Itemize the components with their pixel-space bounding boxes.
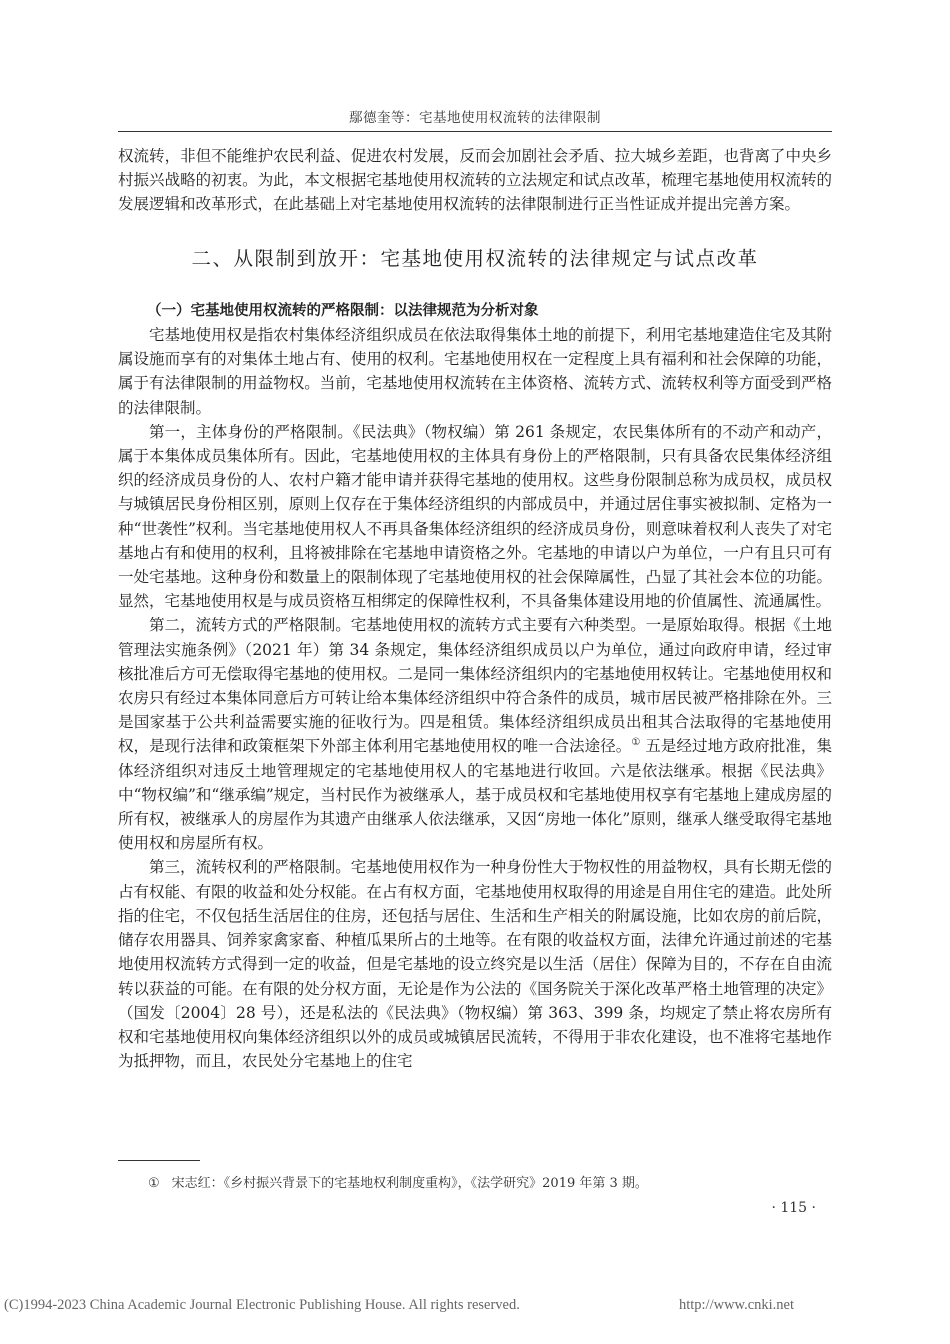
footnote-reference[interactable]: ①: [631, 737, 641, 749]
section-heading: 二、从限制到放开：宅基地使用权流转的法律规定与试点改革: [191, 246, 759, 270]
cnki-url: http://www.cnki.net: [678, 1297, 794, 1313]
paragraph-right-restriction: 第三，流转权利的严格限制。宅基地使用权作为一种身份性大于物权性的用益物权，具有长期无偿的占有权能、有限的收益和处分权能。在占有权方面，宅基地使用权取得的用途是自用住宅的建造。此处所指的住宅，不仅包括生活居住的住房，还包括与居住、生活和生产相关的附属设施，比如农房的前后院，储存农用器具、饲养家禽家畜、种植瓜果所占的土地等。在有限的收益权方面，法律允许通过前述的宅基地使用权流转方式得到一定的收益，但是宅基地的设立终究是以生活（居住）保障为目的，不存在自由流转以获益的可能。在有限的处分权方面，无论是作为公法的《国务院关于深化改革严格土地管理的决定》（国发〔2004〕28 号），还是私法的《民法典》（物权编）第 363、399 条，均规定了禁止将农房所有权和宅基地使用权向集体经济组织以外的成员或城镇居民流转，不得用于非农化建设，也不准将宅基地作为抵押物，而且，农民处分宅基地上的住宅: [118, 858, 832, 1071]
paragraph-subject-restriction: 第一，主体身份的严格限制。《民法典》（物权编）第 261 条规定，农民集体所有的不动产和动产，属于本集体成员集体所有。因此，宅基地使用权的主体具有身份上的严格限制，只有具备农民集体经济组织的经济成员身份的人、农村户籍才能申请并获得宅基地的使用权。这些身份限制总称为成员权，成员权与城镇居民身份相区别，原则上仅存在于集体经济组织的内部成员中，并通过居住事实被拟制、定格为一种“世袭性”权利。当宅基地使用权人不再具备集体经济组织的经济成员身份，则意味着权利人丧失了对宅基地占有和使用的权利，且将被排除在宅基地申请资格之外。宅基地的申请以户为单位，一户有且只可有一处宅基地。这种身份和数量上的限制体现了宅基地使用权的社会保障属性，凸显了其社会本位的功能。显然，宅基地使用权是与成员资格互相绑定的保障性权利，不具备集体建设用地的价值属性、流通属性。: [118, 422, 832, 611]
paragraph-definition: 宅基地使用权是指农村集体经济组织成员在依法取得集体土地的前提下，利用宅基地建造住宅及其附属设施而享有的对集体土地占有、使用的权利。宅基地使用权在一定程度上具有福利和社会保障的功能，属于有法律限制的用益物权。当前，宅基地使用权流转在主体资格、流转方式、流转权利等方面受到严格的法律限制。: [118, 326, 832, 417]
paragraph-text: 第二，流转方式的严格限制。宅基地使用权的流转方式主要有六种类型。一是原始取得。根据《土地管理法实施条例》（2021 年）第 34 条规定，集体经济组织成员以户为单位，通过向政府申请，经过审核批准后方可无偿取得宅基地的使用权。二是同一集体经济组织内的宅基地使用权转让。宅基地使用权和农房只有经过本集体同意后方可转让给本集体经济组织中符合条件的成员，城市居民被严格排除在外。三是国家基于公共利益需要实施的征收行为。四是租赁。集体经济组织成员出租其合法取得的宅基地使用权，是现行法律和政策框架下外部主体利用宅基地使用权的唯一合法途径。: [118, 616, 832, 756]
intro-paragraph: 权流转，非但不能维护农民利益、促进农村发展，反而会加剧社会矛盾、拉大城乡差距，也背离了中央乡村振兴战略的初衷。为此，本文根据宅基地使用权流转的立法规定和试点改革，梳理宅基地使用权流转的发展逻辑和改革形式，在此基础上对宅基地使用权流转的法律限制进行正当性证成并提出完善方案。: [118, 147, 832, 214]
footnote-text: 宋志红：《乡村振兴背景下的宅基地权利制度重构》，《法学研究》2019 年第 3 期。: [171, 1176, 648, 1191]
footnote-rule: [118, 1160, 200, 1161]
page-number: · 115 ·: [771, 1200, 816, 1216]
article-body: [118, 144, 832, 1073]
copyright-text: (C)1994-2023 China Academic Journal Electronic Publishing House. All rights reserved.: [4, 1297, 520, 1313]
copyright-footer: [4, 1297, 794, 1314]
footnote-mark: ①: [148, 1176, 160, 1191]
subsection-heading: （一）宅基地使用权流转的严格限制：以法律规范为分析对象: [147, 302, 539, 319]
paragraph-text: 五是经过地方政府批准，集体经济组织对违反土地管理规定的宅基地使用权人的宅基地进行收回。六是依法继承。根据《民法典》中“物权编”和“继承编”规定，当村民作为被继承人，基于成员权和宅基地使用权享有宅基地上建成房屋的所有权，被继承人的房屋作为其遗产由继承人依法继承，又因“房地一体化”原则，继承人继受取得宅基地使用权和房屋所有权。: [118, 737, 832, 853]
header-rule: [118, 131, 832, 132]
paragraph-transfer-method-restriction: [118, 613, 832, 855]
running-header: 鄢德奎等：宅基地使用权流转的法律限制: [349, 110, 601, 126]
footnote: [148, 1172, 648, 1191]
